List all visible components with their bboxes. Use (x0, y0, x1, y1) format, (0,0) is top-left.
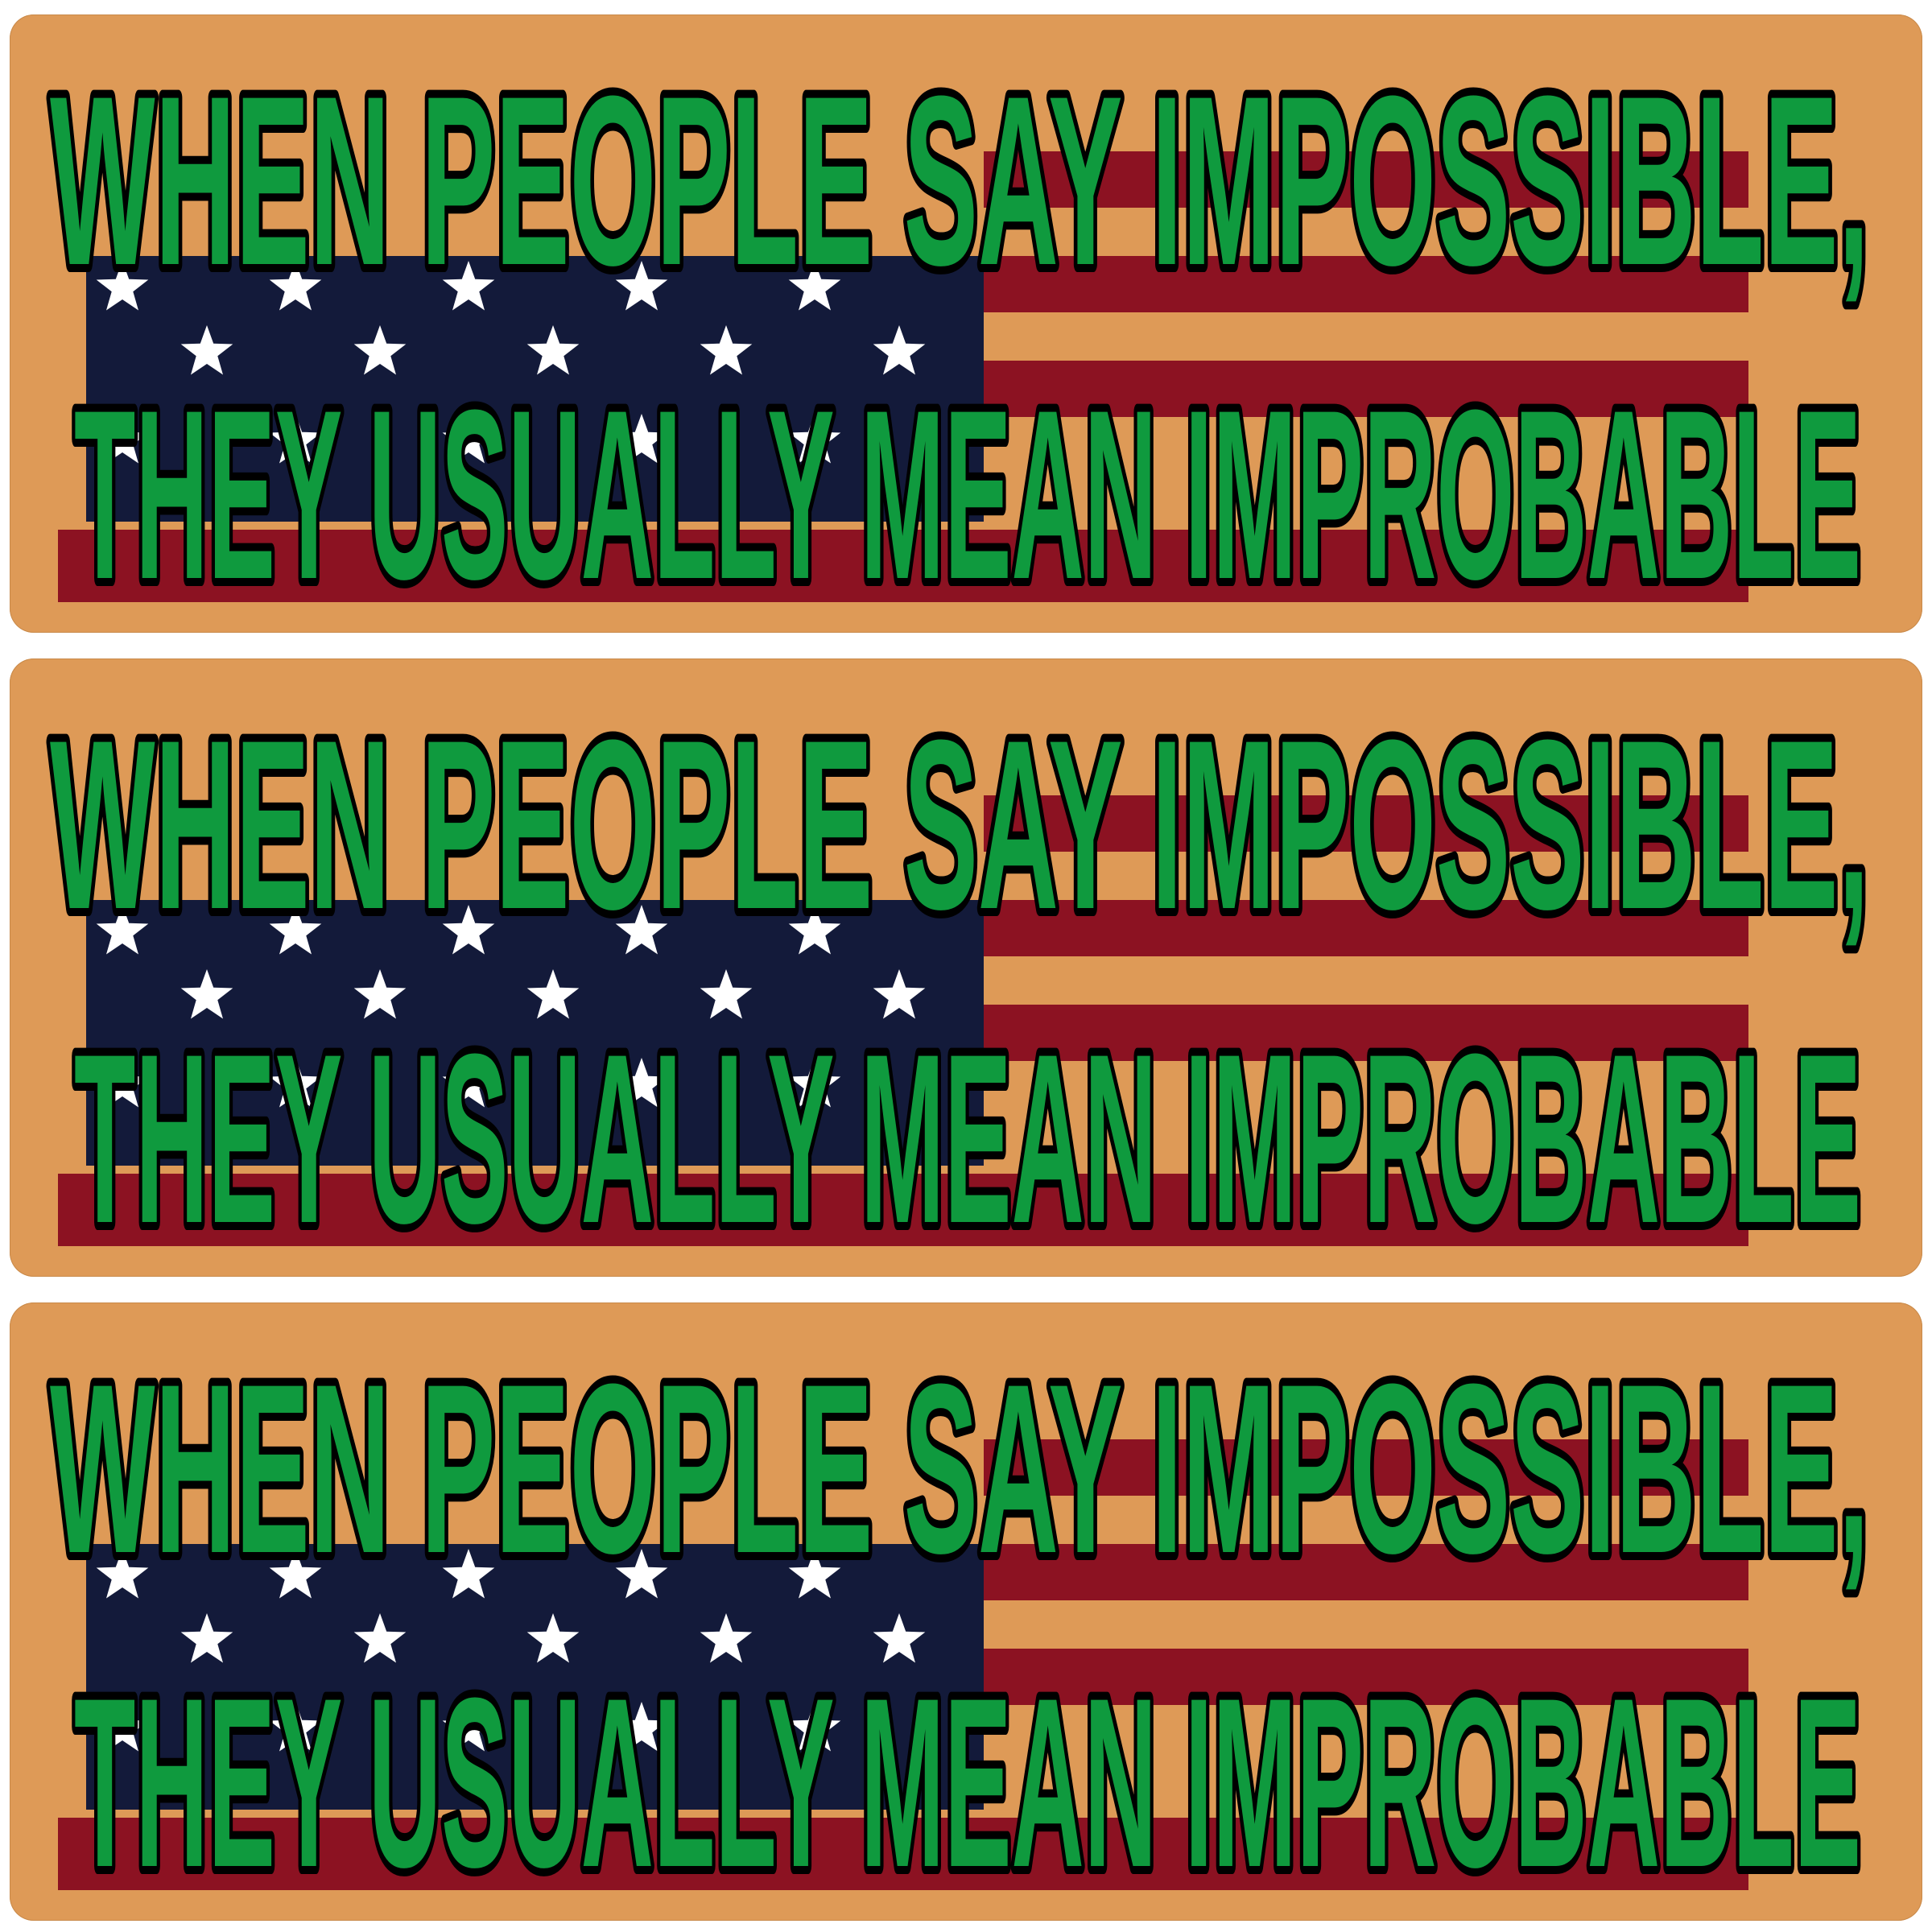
bumper-sticker-3 (10, 1302, 1922, 1921)
quote-line-2: THEY USUALLY MEAN IMPROBABLE (74, 1003, 1861, 1274)
quote-line-1: WHEN PEOPLE SAY IMPOSSIBLE, (50, 45, 1869, 316)
quote-text (10, 14, 1922, 633)
quote-line-2: THEY USUALLY MEAN IMPROBABLE (74, 1647, 1861, 1918)
quote-line-1: WHEN PEOPLE SAY IMPOSSIBLE, (50, 689, 1869, 960)
quote-line-1: WHEN PEOPLE SAY IMPOSSIBLE, (50, 1333, 1869, 1604)
bumper-sticker-1 (10, 14, 1922, 633)
quote-line-2: THEY USUALLY MEAN IMPROBABLE (74, 359, 1861, 630)
quote-text (10, 1302, 1922, 1921)
bumper-sticker-2 (10, 658, 1922, 1277)
quote-text (10, 658, 1922, 1277)
